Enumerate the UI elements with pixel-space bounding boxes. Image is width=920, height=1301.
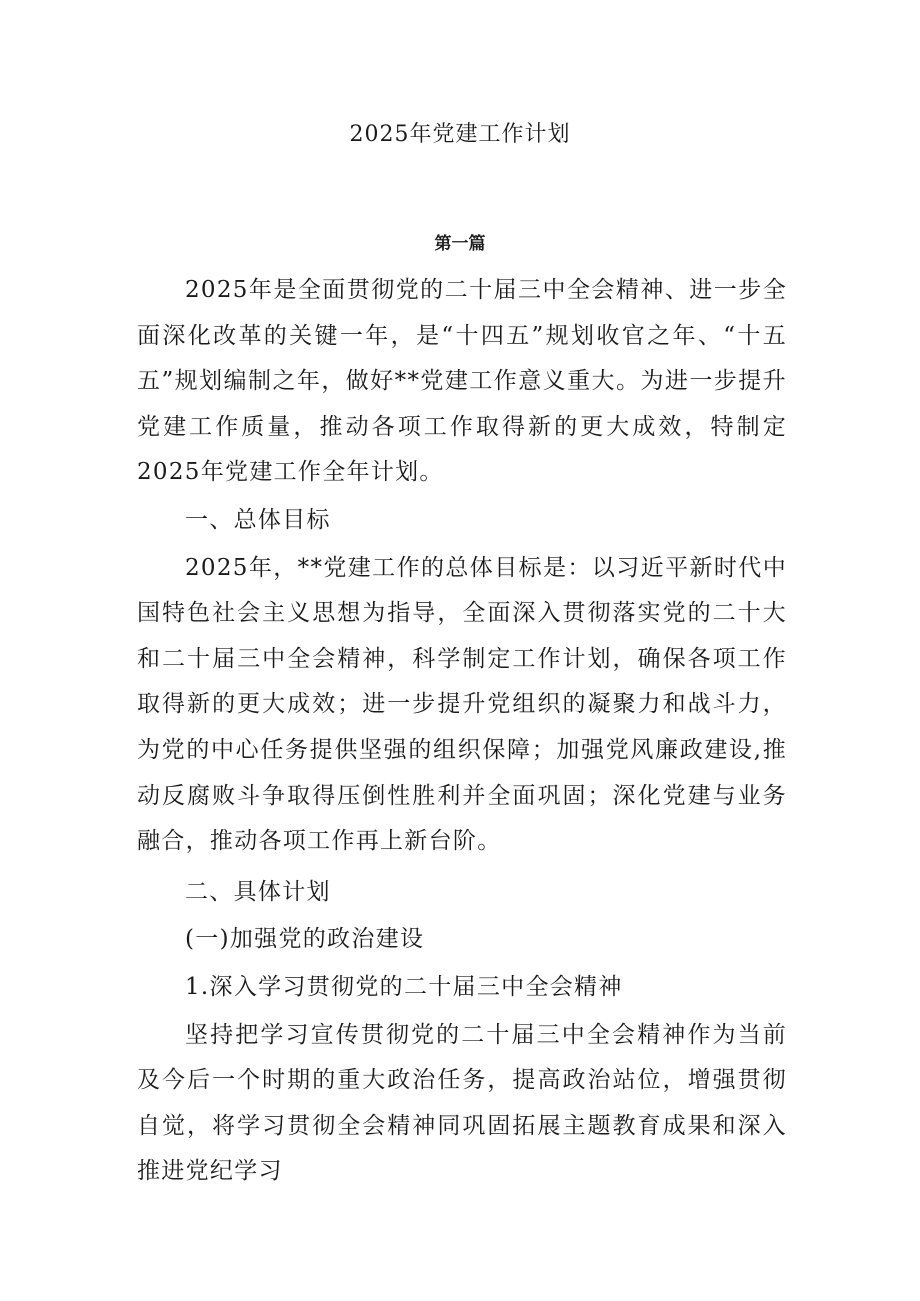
item-1-paragraph: 坚持把学习宣传贯彻党的二十届三中全会精神作为当前及今后一个时期的重大政治任务，提高政治站位，增强贯彻自觉，将学习贯彻全会精神同巩固拓展主题教育成果和深入推进党纪学习 [137,1021,787,1185]
document-title: 2025年党建工作计划 [349,122,571,147]
section-1-paragraph: 2025年，**党建工作的总体目标是：以习近平新时代中国特色社会主义思想为指导，全面深入贯彻落实党的二十大和二十届三中全会精神，科学制定工作计划，确保各项工作取得新的更大成效；进一步提升党组织的凝聚力和战斗力，为党的中心任务提供坚强的组织保障；加强党风廉政建设,推动反腐败斗争取得压倒性胜利并全面巩固；深化党建与业务融合，推动各项工作再上新台阶。 [137,554,787,855]
document-body [137,268,787,1195]
subsection-1-heading: (一)加强党的政治建设 [185,926,425,953]
part-title: 第一篇 [434,234,486,254]
item-1-heading: 1.深入学习贯彻党的二十届三中全会精神 [185,973,623,1000]
section-2-heading: 二、具体计划 [185,878,331,905]
intro-paragraph: 2025年是全面贯彻党的二十届三中全会精神、进一步全面深化改革的关键一年，是“十四五”规划收官之年、“十五五”规划编制之年，做好**党建工作意义重大。为进一步提升党建工作质量，推动各项工作取得新的更大成效，特制定2025年党建工作全年计划。 [137,277,787,486]
section-1-heading: 一、总体目标 [185,506,331,533]
